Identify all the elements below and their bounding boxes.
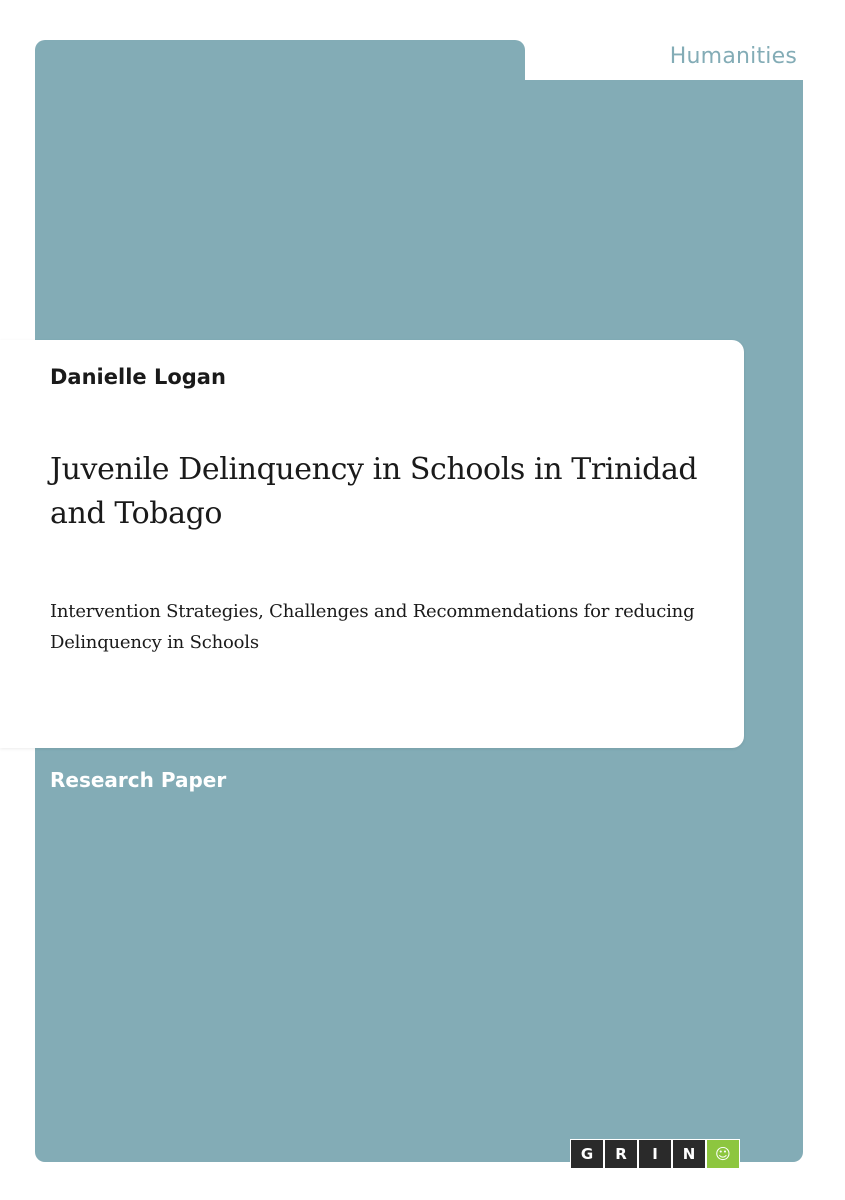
category-label: Humanities (669, 44, 797, 69)
book-title: Juvenile Delinquency in Schools in Trinidad and Tobago (50, 452, 698, 531)
paper-type-label: Research Paper (50, 768, 227, 792)
author-name: Danielle Logan (50, 365, 226, 389)
title-card (0, 340, 744, 748)
logo-letter-g: G (571, 1140, 603, 1168)
cover-panel-top (35, 40, 525, 345)
smile-icon: ☺ (707, 1140, 739, 1168)
logo-letter-r: R (605, 1140, 637, 1168)
publisher-logo (570, 1139, 740, 1169)
cover-panel-top-right (520, 80, 803, 345)
logo-letter-i: I (639, 1140, 671, 1168)
book-subtitle: Intervention Strategies, Challenges and Recommendations for reducing Delinquency in Schools (50, 601, 695, 653)
logo-letter-n: N (673, 1140, 705, 1168)
